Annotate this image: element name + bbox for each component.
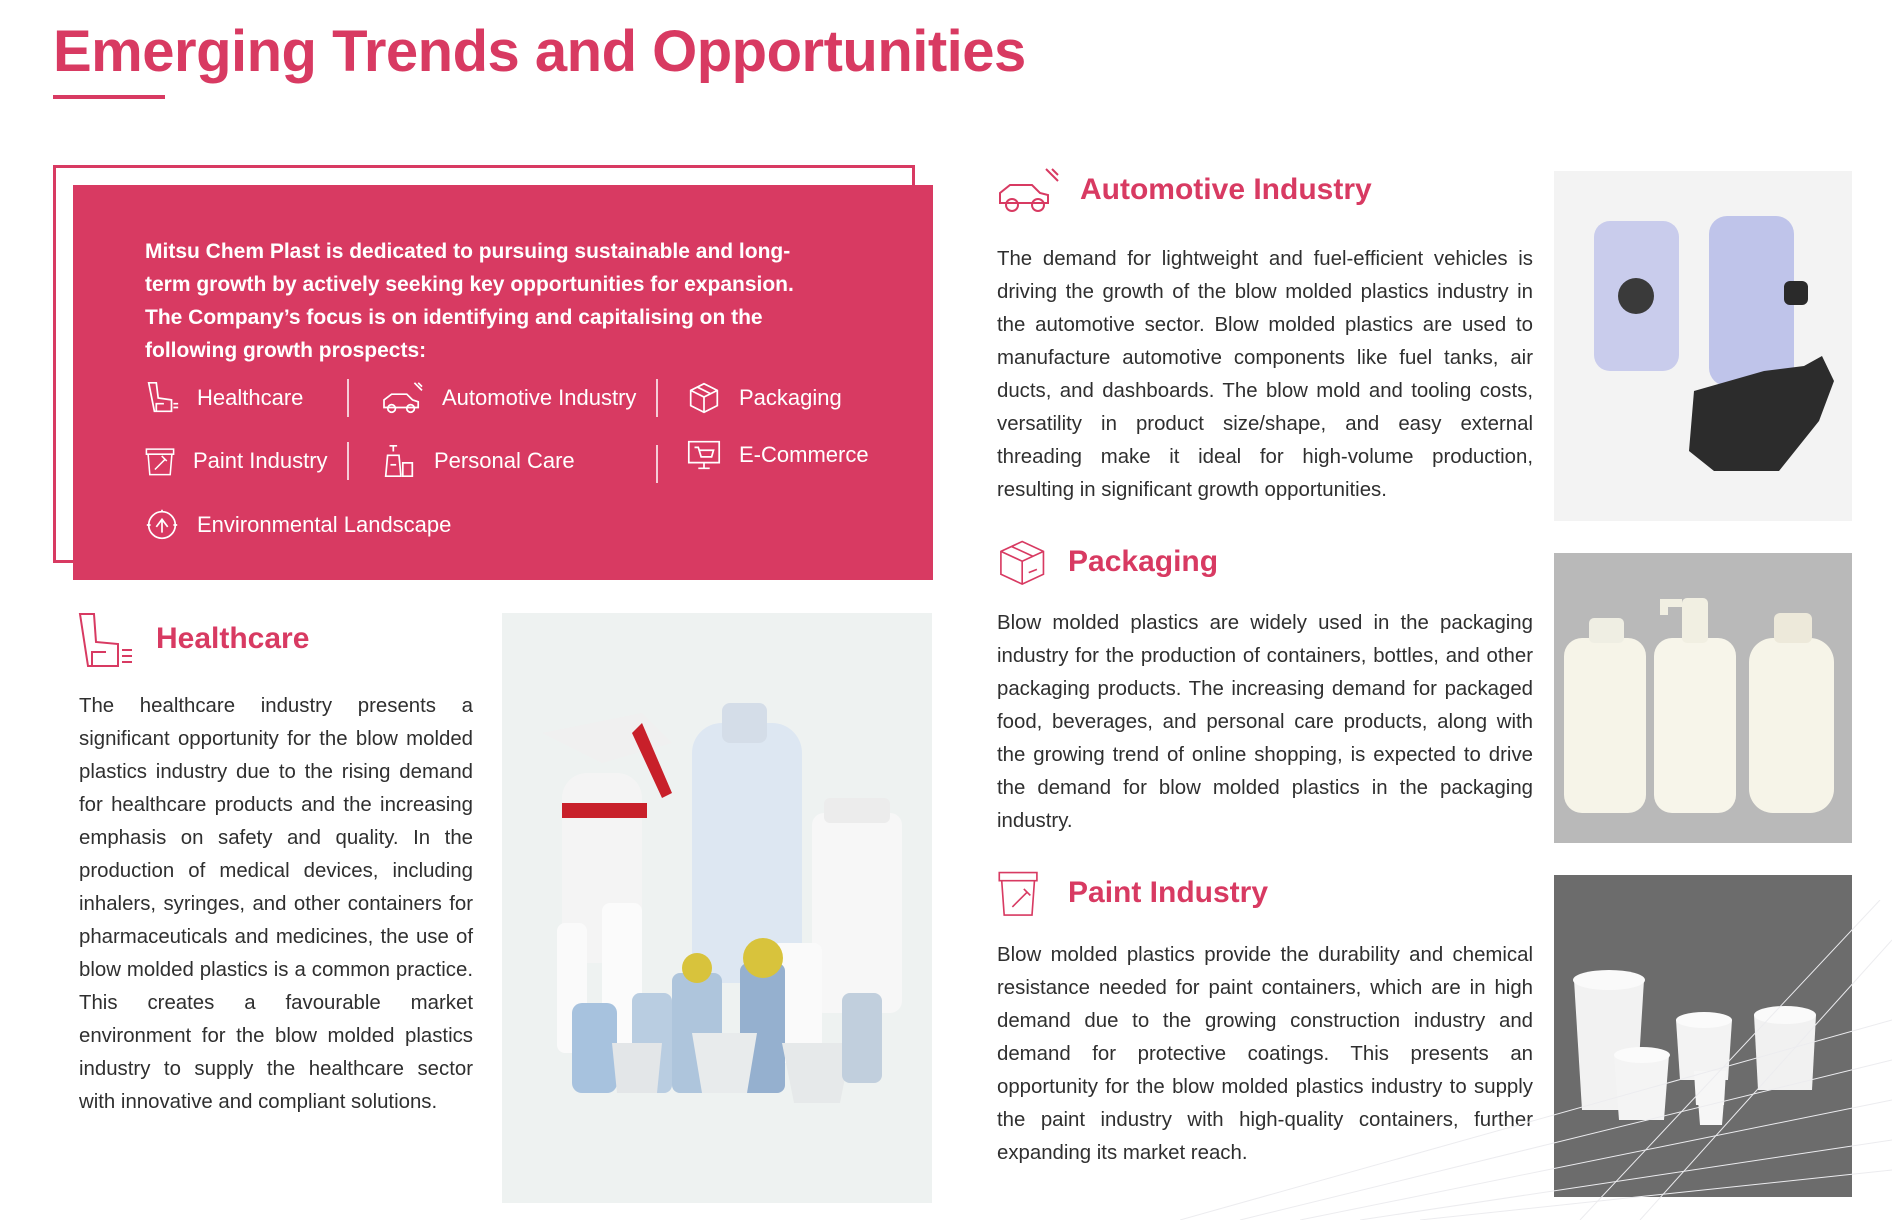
inhaler-icon bbox=[143, 379, 181, 417]
prospect-paint bbox=[143, 442, 328, 480]
healthcare-product-photo bbox=[502, 613, 932, 1203]
paint-text: Blow molded plastics provide the durability and chemical resistance needed for paint containers, which are in high demand due to the growing construction industry and demand for protective coatings. This presents an opportunity for the blow molded plastics industry to supply the paint industry with high-quality containers, further expanding its market reach. bbox=[997, 944, 1533, 1164]
intro-text: Mitsu Chem Plast is dedicated to pursuing sustainable and long-term growth by actively seeking key opportunities for expansion. The Company’s focus is on identifying and capitalising on the following growth prospects: bbox=[145, 240, 794, 362]
divider bbox=[347, 442, 349, 480]
car-icon bbox=[996, 165, 1062, 215]
decorative-lines bbox=[1180, 900, 1892, 1220]
divider bbox=[656, 445, 658, 483]
intro-panel bbox=[73, 185, 933, 580]
prospect-automotive bbox=[380, 379, 636, 417]
divider bbox=[347, 379, 349, 417]
prospect-healthcare bbox=[143, 379, 303, 417]
prospect-label: Environmental Landscape bbox=[197, 512, 452, 537]
prospect-label: Healthcare bbox=[197, 385, 304, 410]
prospect-label: Packaging bbox=[739, 385, 842, 410]
paint-bucket-icon bbox=[996, 862, 1050, 924]
automotive-text: The demand for lightweight and fuel-efficient vehicles is driving the growth of the blow molded plastics industry in the automotive sector. Blow molded plastics are used to manufacture automotive components like fuel tanks, air ducts, and dashboards. The blow mold and tooling costs, versatility in product size/shape, and easy external threading make it ideal for high-volume production, resulting in significant growth opportunities. bbox=[997, 248, 1533, 501]
prospect-label: Automotive Industry bbox=[442, 385, 637, 410]
inhaler-icon bbox=[72, 608, 138, 670]
section-title: Automotive Industry bbox=[1080, 173, 1372, 206]
section-title: Paint Industry bbox=[1068, 876, 1269, 909]
section-title: Healthcare bbox=[156, 622, 310, 655]
shopping-cart-icon bbox=[685, 436, 723, 474]
box-icon bbox=[685, 379, 723, 417]
packaging-product-photo bbox=[1554, 553, 1852, 843]
divider bbox=[656, 379, 658, 417]
healthcare-text: The healthcare industry presents a significant opportunity for the blow molded plastics industry due to the rising demand for healthcare products and the increasing emphasis on safety and quality. In the production of medical devices, including inhalers, syringes, and other containers for pharmaceuticals and medicines, the use of blow molded plastics is a common practice. This creates a favourable market environment for the blow molded plastics industry to supply the healthcare sector with innovative and compliant solutions. bbox=[79, 695, 473, 1113]
recycle-icon bbox=[143, 506, 181, 544]
bottle-icon bbox=[380, 442, 418, 480]
paint-bucket-icon bbox=[143, 442, 177, 480]
automotive-product-photo bbox=[1554, 171, 1852, 521]
prospect-label: Paint Industry bbox=[193, 448, 328, 473]
title-underline bbox=[53, 95, 165, 99]
prospect-label: Personal Care bbox=[434, 448, 575, 473]
automotive-heading bbox=[996, 165, 1372, 215]
prospect-label: E-Commerce bbox=[739, 442, 869, 467]
packaging-text: Blow molded plastics are widely used in the packaging industry for the production of containers, bottles, and other packaging products. The increasing demand for packaged food, beverages, and personal care products, along with the growing trend of online shopping, is expected to drive the demand for blow molded plastics in the packaging industry. bbox=[997, 612, 1533, 832]
healthcare-heading bbox=[72, 608, 309, 670]
box-icon bbox=[996, 531, 1050, 593]
car-icon bbox=[380, 379, 426, 417]
prospect-environment bbox=[143, 506, 451, 544]
prospect-packaging bbox=[685, 379, 842, 417]
prospect-ecommerce bbox=[685, 436, 869, 474]
prospect-personal-care bbox=[380, 442, 575, 480]
section-title: Packaging bbox=[1068, 545, 1219, 578]
packaging-heading bbox=[996, 531, 1218, 593]
page-title: Emerging Trends and Opportunities bbox=[53, 19, 1026, 84]
